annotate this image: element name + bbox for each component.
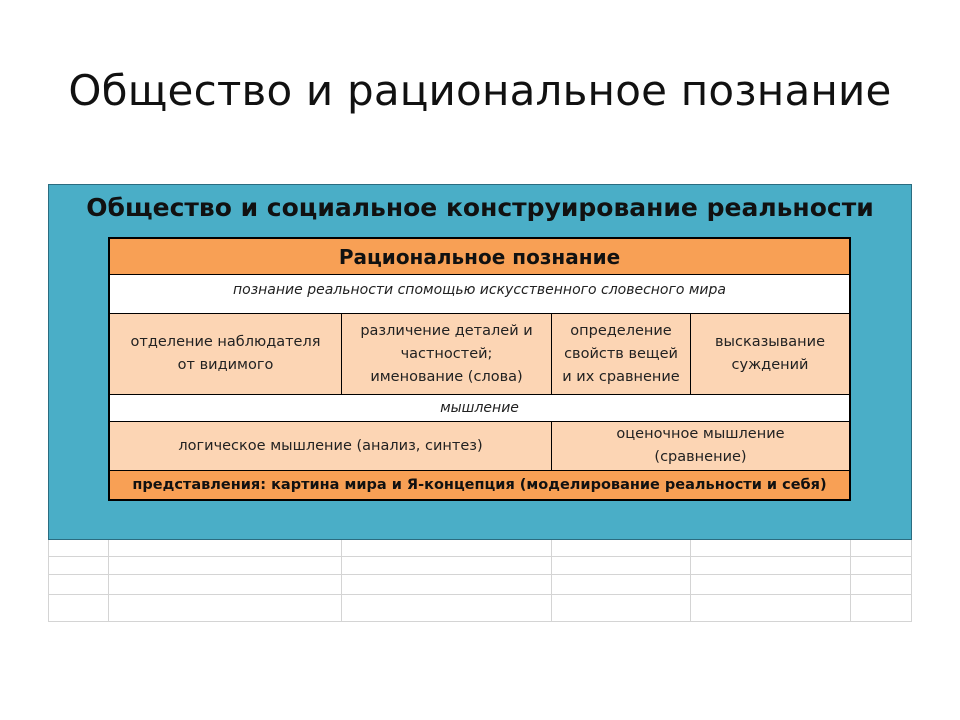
aspect-cell-observer (110, 314, 341, 394)
gridline (48, 621, 912, 622)
aspect-line: суждений (731, 357, 809, 373)
aspect-line: отделение наблюдателя (130, 334, 321, 350)
logical-thinking-cell: логическое мышление (анализ, синтез) (110, 422, 551, 470)
gridline (48, 594, 912, 595)
slide-title: Общество и рациональное познание (68, 66, 892, 115)
aspect-cell-details (342, 314, 551, 394)
aspect-line: высказывание (714, 334, 826, 350)
evaluative-line: оценочное мышление (616, 426, 785, 442)
gridline (48, 556, 912, 557)
aspect-cell-properties (552, 314, 690, 394)
evaluative-thinking-cell (552, 422, 849, 470)
aspect-line: различение деталей и (360, 322, 533, 339)
aspect-line: частностей; (400, 345, 493, 362)
aspect-cell-judgements (691, 314, 849, 394)
aspect-line: именование (слова) (370, 368, 523, 385)
rational-cognition-table (108, 237, 851, 501)
aspect-line: свойств вещей (564, 345, 678, 362)
gridline (690, 540, 691, 622)
gridline (341, 540, 342, 622)
gridline (911, 540, 912, 622)
gridline (48, 574, 912, 575)
representations-cell: представления: картина мира и Я-концепция (моделирование реальности и себя) (110, 471, 849, 499)
gridline (850, 540, 851, 622)
background-gridlines (48, 540, 912, 622)
panel-title: Общество и социальное конструирование реальности (86, 193, 874, 222)
gridline (48, 540, 49, 622)
aspect-line: и их сравнение (562, 368, 680, 385)
table-subtitle: познание реальности спомощью искусственного словесного мира (110, 275, 849, 313)
table-header: Рациональное познание (110, 239, 849, 274)
aspect-line: от видимого (177, 357, 274, 373)
gridline (551, 540, 552, 622)
aspect-line: определение (570, 322, 672, 339)
thinking-label: мышление (110, 395, 849, 421)
evaluative-line: (сравнение) (654, 449, 747, 465)
gridline (108, 540, 109, 622)
